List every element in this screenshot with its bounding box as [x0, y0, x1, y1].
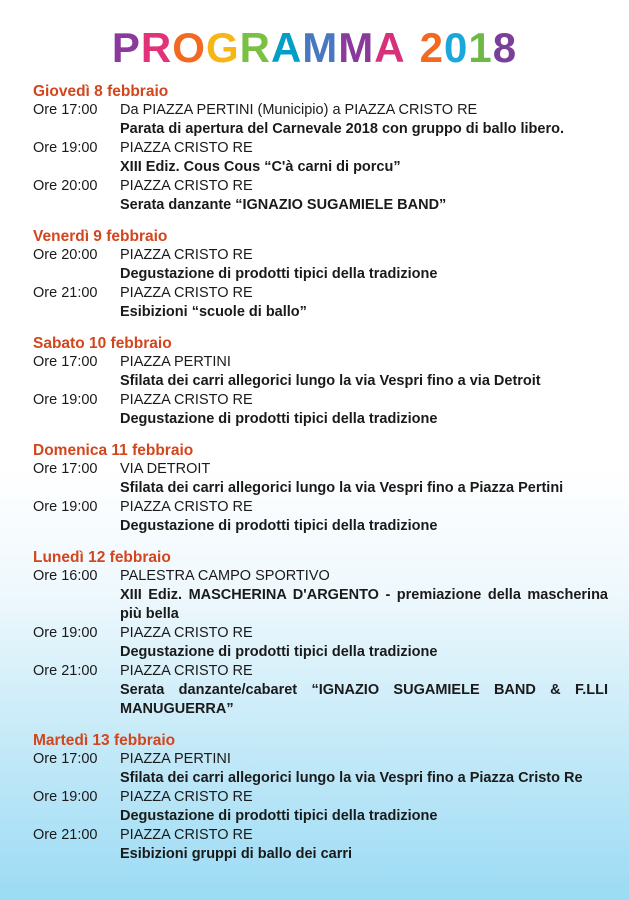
event-location: PIAZZA CRISTO RE — [120, 827, 253, 843]
event-location: PALESTRA CAMPO SPORTIVO — [120, 568, 330, 584]
event-row — [33, 139, 608, 177]
event-location: PIAZZA CRISTO RE — [120, 247, 253, 263]
title-letter: 2 — [419, 24, 444, 71]
title-letter: 0 — [444, 24, 469, 71]
event-time: Ore 19:00 — [33, 392, 98, 408]
event-description: Serata danzante “IGNAZIO SUGAMIELE BAND” — [120, 197, 447, 213]
event-row — [33, 788, 608, 826]
day-section — [33, 548, 608, 719]
event-time: Ore 19:00 — [33, 499, 98, 515]
event-row — [33, 826, 608, 864]
event-body — [120, 826, 608, 864]
event-description: Sfilata dei carri allegorici lungo la via Vespri fino a Piazza Cristo Re — [120, 770, 583, 786]
event-location: PIAZZA CRISTO RE — [120, 625, 253, 641]
event-time: Ore 21:00 — [33, 663, 98, 679]
event-description: Degustazione di prodotti tipici della tradizione — [120, 808, 438, 824]
event-location: PIAZZA CRISTO RE — [120, 140, 253, 156]
event-description: Esibizioni “scuole di ballo” — [120, 304, 307, 320]
title-letter: 8 — [492, 24, 518, 71]
event-time: Ore 17:00 — [33, 354, 98, 370]
day-heading: Lunedì 12 febbraio — [33, 549, 171, 566]
event-time: Ore 19:00 — [33, 140, 98, 156]
event-row — [33, 391, 608, 429]
title-letter: M — [302, 24, 339, 71]
event-row — [33, 353, 608, 391]
event-description: Parata di apertura del Carnevale 2018 con gruppo di ballo libero. — [120, 121, 564, 137]
event-body — [120, 391, 608, 429]
event-body — [120, 567, 608, 624]
event-description: Sfilata dei carri allegorici lungo la via Vespri fino a via Detroit — [120, 373, 541, 389]
title-letter: O — [172, 24, 206, 71]
title-letter: A — [270, 24, 303, 71]
event-body — [120, 460, 608, 498]
event-description: XIII Ediz. Cous Cous “C'à carni di porcu” — [120, 159, 401, 175]
event-time: Ore 17:00 — [33, 102, 98, 118]
event-row — [33, 460, 608, 498]
event-location: VIA DETROIT — [120, 461, 211, 477]
event-body — [120, 788, 608, 826]
event-body — [120, 246, 608, 284]
day-heading: Giovedì 8 febbraio — [33, 83, 169, 100]
event-location: PIAZZA CRISTO RE — [120, 499, 253, 515]
event-body — [120, 177, 608, 215]
event-body — [120, 139, 608, 177]
event-body — [120, 284, 608, 322]
event-description: XIII Ediz. MASCHERINA D'ARGENTO - premiazione della mascherina più bella — [120, 587, 608, 622]
event-location: Da PIAZZA PERTINI (Municipio) a PIAZZA CRISTO RE — [120, 102, 478, 118]
day-heading: Sabato 10 febbraio — [33, 335, 172, 352]
event-row — [33, 750, 608, 788]
day-section — [33, 227, 608, 322]
event-body — [120, 662, 608, 719]
event-time: Ore 20:00 — [33, 247, 98, 263]
event-description: Serata danzante/cabaret “IGNAZIO SUGAMIELE BAND & F.LLI MANUGUERRA” — [120, 682, 608, 717]
page-title — [0, 24, 629, 72]
event-location: PIAZZA PERTINI — [120, 354, 231, 370]
event-description: Sfilata dei carri allegorici lungo la via Vespri fino a Piazza Pertini — [120, 480, 564, 496]
event-time: Ore 19:00 — [33, 789, 98, 805]
day-heading: Martedì 13 febbraio — [33, 732, 176, 749]
event-description: Degustazione di prodotti tipici della tradizione — [120, 518, 438, 534]
event-row — [33, 101, 608, 139]
event-time: Ore 16:00 — [33, 568, 98, 584]
event-location: PIAZZA CRISTO RE — [120, 392, 253, 408]
event-row — [33, 662, 608, 719]
event-location: PIAZZA CRISTO RE — [120, 285, 253, 301]
title-letter: A — [374, 24, 406, 71]
event-description: Degustazione di prodotti tipici della tradizione — [120, 411, 438, 427]
event-row — [33, 177, 608, 215]
event-body — [120, 498, 608, 536]
event-row — [33, 284, 608, 322]
event-body — [120, 353, 608, 391]
event-location: PIAZZA CRISTO RE — [120, 178, 253, 194]
event-row — [33, 567, 608, 624]
title-letter: G — [205, 24, 240, 71]
title-letter: 1 — [468, 24, 493, 71]
event-description: Esibizioni gruppi di ballo dei carri — [120, 846, 353, 862]
event-row — [33, 498, 608, 536]
event-time: Ore 17:00 — [33, 751, 98, 767]
event-body — [120, 101, 608, 139]
program-list — [33, 82, 608, 876]
event-time: Ore 19:00 — [33, 625, 98, 641]
title-letter: P — [111, 24, 141, 71]
day-section — [33, 82, 608, 215]
event-row — [33, 246, 608, 284]
event-time: Ore 21:00 — [33, 285, 98, 301]
event-time: Ore 21:00 — [33, 827, 98, 843]
event-time: Ore 20:00 — [33, 178, 98, 194]
event-body — [120, 624, 608, 662]
day-section — [33, 334, 608, 429]
event-location: PIAZZA PERTINI — [120, 751, 231, 767]
title-letter: R — [239, 24, 271, 71]
event-row — [33, 624, 608, 662]
day-section — [33, 731, 608, 864]
event-time: Ore 17:00 — [33, 461, 98, 477]
event-body — [120, 750, 608, 788]
event-location: PIAZZA CRISTO RE — [120, 663, 253, 679]
day-heading: Venerdì 9 febbraio — [33, 228, 168, 245]
day-heading: Domenica 11 febbraio — [33, 442, 194, 459]
title-letter: M — [338, 24, 375, 71]
event-description: Degustazione di prodotti tipici della tradizione — [120, 266, 438, 282]
event-location: PIAZZA CRISTO RE — [120, 789, 253, 805]
title-letter: R — [140, 24, 173, 71]
event-description: Degustazione di prodotti tipici della tradizione — [120, 644, 438, 660]
day-section — [33, 441, 608, 536]
